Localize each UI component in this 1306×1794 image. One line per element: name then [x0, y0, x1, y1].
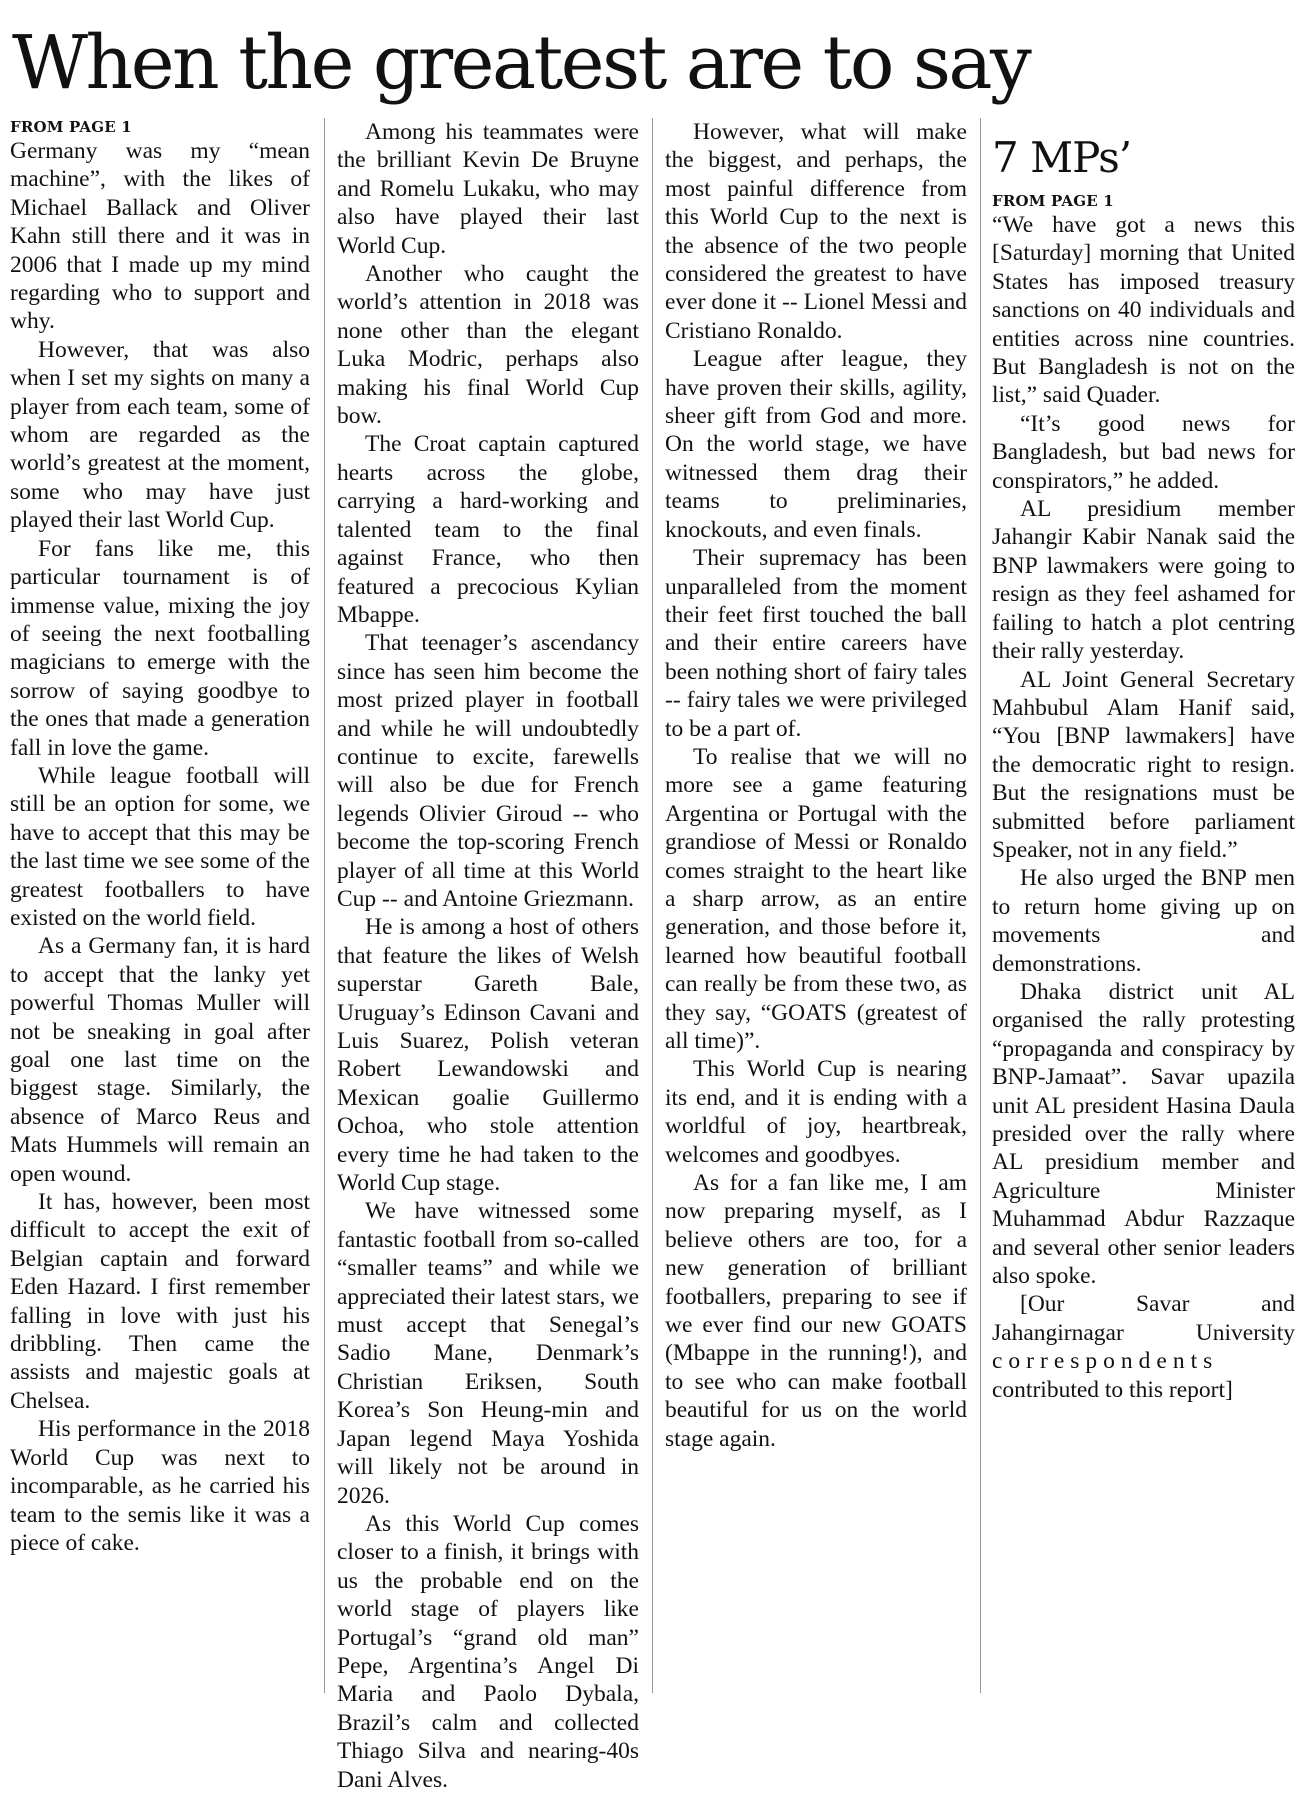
article-paragraph: AL presidium member Jahangir Kabir Nanak said the BNP lawmakers were going to resign as they feel ashamed for failing to hatch a plot centring their rally yesterday.: [992, 496, 1295, 665]
article-paragraph: To realise that we will no more see a game featuring Argentina or Portugal with the grandiose of Messi or Ronaldo comes straight to the heart like a sharp arrow, as an entire generation, and those before it, learned how beautiful football can really be from these two, as they say, “GOATS (greatest of all time)”.: [665, 743, 967, 1054]
credit-text: [Our Savar and Jahangirnagar University: [992, 1291, 1295, 1346]
column-divider: [980, 118, 981, 1693]
article-subhead: 7 MPs’: [992, 133, 1132, 182]
article-paragraph: As for a fan like me, I am now preparing myself, as I believe others are too, for a new generation of brilliant footballers, preparing to see if we ever find our new GOATS (Mbappe in the running!), and to see who can make football beautiful for us on the world stage again.: [665, 1170, 967, 1452]
article-paragraph: League after league, they have proven their skills, agility, sheer gift from God and more. On the world stage, we have witnessed them drag their teams to preliminaries, knockouts, and even finals.: [665, 346, 967, 543]
article-paragraph: It has, however, been most difficult to accept the exit of Belgian captain and forward Eden Hazard. I first remember falling in love with just his dribbling. Then came the assists and majestic goals at Chelsea.: [10, 1189, 310, 1414]
article-paragraph: However, what will make the biggest, and perhaps, the most painful difference from this World Cup to the next is the absence of the two people considered the greatest to have ever done it -- Lionel Messi and Cristiano Ronaldo.: [665, 119, 967, 344]
article-paragraph: AL Joint General Secretary Mahbubul Alam Hanif said, “You [BNP lawmakers] have the democratic right to resign. But the resignations must be submitted before parliament Speaker, not in any field.”: [992, 666, 1295, 863]
article-paragraph: Their supremacy has been unparalleled from the moment their feet first touched the ball and their entire careers have been nothing short of fairy tales -- fairy tales we were privileged to be a part of.: [665, 545, 967, 742]
article-column-3: [665, 118, 967, 1698]
article-paragraph: The Croat captain captured hearts across the globe, carrying a hard-working and talented team to the final against France, who then featured a precocious Kylian Mbappe.: [337, 431, 639, 628]
article-column-1: [10, 118, 310, 1698]
column-divider: [324, 118, 325, 1693]
article-paragraph: He is among a host of others that feature the likes of Welsh superstar Gareth Bale, Uruguay’s Edinson Cavani and Luis Suarez, Polish veteran Robert Lewandowski and Mexican goalie Guillermo Ochoa, who stole attention every time he had taken to the World Cup stage.: [337, 914, 639, 1197]
article-paragraph: This World Cup is nearing its end, and it is ending with a worldful of joy, heartbreak, welcomes and goodbyes.: [665, 1056, 967, 1168]
article-paragraph: For fans like me, this particular tournament is of immense value, mixing the joy of seeing the next footballing magicians to emerge with the sorrow of saying goodbye to the ones that made a generation fall in love the game.: [10, 535, 310, 761]
article-paragraph: Another who caught the world’s attention in 2018 was none other than the elegant Luka Modric, perhaps also making his final World Cup bow.: [337, 261, 639, 430]
article-paragraph: His performance in the 2018 World Cup was next to incomparable, as he carried his team to the semis like it was a piece of cake.: [10, 1416, 310, 1556]
article-paragraph: That teenager’s ascendancy since has seen him become the most prized player in football and while he will undoubtedly continue to excite, farewells will also be due for French legends Olivier Giroud -- who become the top-scoring French player of all time at this World Cup -- and Antoine Griezmann.: [337, 630, 639, 912]
column-divider: [652, 118, 653, 1693]
continuation-kicker: FROM PAGE 1: [10, 118, 132, 136]
article-paragraph: As this World Cup comes closer to a finish, it brings with us the probable end on the world stage of players like Portugal’s “grand old man” Pepe, Argentina’s Angel Di Maria and Paolo Dybala, Brazil’s calm and collected Thiago Silva and nearing-40s Dani Alves.: [337, 1510, 639, 1793]
article-column-4: [992, 118, 1295, 1698]
article-paragraph: Among his teammates were the brilliant Kevin De Bruyne and Romelu Lukaku, who may also have played their last World Cup.: [337, 119, 639, 259]
article-paragraph: However, that was also when I set my sights on many a player from each team, some of whom are regarded as the world’s greatest at the moment, some who may have just played their last World Cup.: [10, 336, 310, 534]
credit-text: contributed to this report]: [992, 1376, 1233, 1403]
article-paragraph: Dhaka district unit AL organised the rally protesting “propaganda and conspiracy by BNP-Jamaat”. Savar upazila unit AL president Hasina Daula presided over the rally where AL presidium member and Agriculture Minister Muhammad Abdur Razzaque and several other senior leaders also spoke.: [992, 978, 1295, 1290]
article-paragraph: As a Germany fan, it is hard to accept that the lanky yet powerful Thomas Muller will not be sneaking in goal after goal one last time on the biggest stage. Similarly, the absence of Marco Reus and Mats Hummels will remain an open wound.: [10, 933, 310, 1187]
article-paragraph: He also urged the BNP men to return home giving up on movements and demonstrations.: [992, 865, 1295, 977]
credit-text: correspondents: [992, 1348, 1219, 1375]
continuation-kicker: FROM PAGE 1: [992, 192, 1114, 210]
article-paragraph: While league football will still be an option for some, we have to accept that this may be the last time we see some of the greatest footballers to have existed on the world field.: [10, 762, 310, 931]
reporter-credit: [992, 1290, 1295, 1404]
article-paragraph: We have witnessed some fantastic football from so-called “smaller teams” and while we appreciated their latest stars, we must accept that Senegal’s Sadio Mane, Denmark’s Christian Eriksen, South Korea’s Son Heung-min and Japan legend Maya Yoshida will likely not be around in 2026.: [337, 1198, 639, 1509]
article-paragraph: Germany was my “mean machine”, with the likes of Michael Ballack and Oliver Kahn still there and it was in 2006 that I made up my mind regarding who to support and why.: [10, 138, 310, 335]
headline: When the greatest are to say: [12, 20, 1030, 106]
article-paragraph: “We have got a news this [Saturday] morning that United States has imposed treasury sanctions on 40 individuals and entities across nine countries. But Bangladesh is not on the list,” said Quader.: [992, 212, 1295, 409]
article-paragraph: “It’s good news for Bangladesh, but bad news for conspirators,” he added.: [992, 410, 1295, 494]
article-column-2: [337, 118, 639, 1793]
